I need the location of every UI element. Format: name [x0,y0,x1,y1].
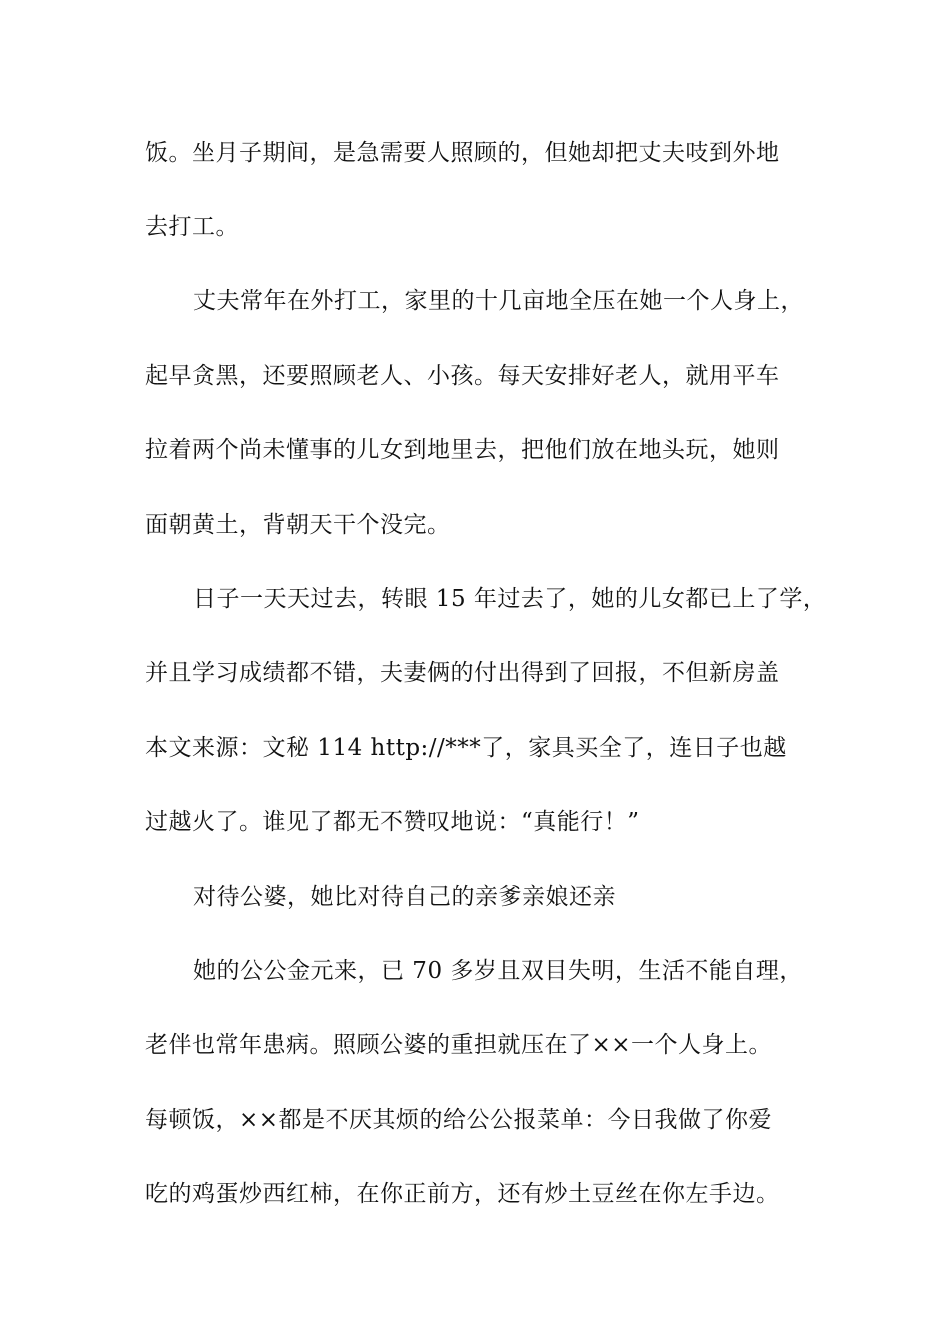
text-line: 过越火了。谁见了都无不赞叹地说：“真能行！” [145,809,640,835]
text-line: 拉着两个尚未懂事的儿女到地里去，把他们放在地头玩，她则 [145,437,780,463]
paragraph-start-line: 她的公公金元来，已 70 多岁且双目失明，生活不能自理， [193,958,803,984]
section-heading-line: 对待公婆，她比对待自己的亲爹亲娘还亲 [193,884,616,910]
paragraph-start-line: 丈夫常年在外打工，家里的十几亩地全压在她一个人身上， [193,288,804,314]
paragraph-start-line: 日子一天天过去，转眼 15 年过去了，她的儿女都已上了学， [193,586,827,612]
text-line: 饭。坐月子期间，是急需要人照顾的，但她却把丈夫吱到外地 [145,140,780,166]
text-line: 并且学习成绩都不错，夫妻俩的付出得到了回报，不但新房盖 [145,660,780,686]
text-line: 去打工。 [145,214,239,240]
text-line: 吃的鸡蛋炒西红柿，在你正前方，还有炒土豆丝在你左手边。 [145,1181,780,1207]
text-line: 每顿饭，××都是不厌其烦的给公公报菜单：今日我做了你爱 [145,1107,773,1133]
text-line: 老伴也常年患病。照顾公婆的重担就压在了××一个人身上。 [145,1032,773,1058]
text-line: 本文来源：文秘 114 http://***了，家具买全了，连日子也越 [145,735,787,761]
text-line: 面朝黄土，背朝天干个没完。 [145,512,451,538]
text-line: 起早贪黑，还要照顾老人、小孩。每天安排好老人，就用平车 [145,363,780,389]
